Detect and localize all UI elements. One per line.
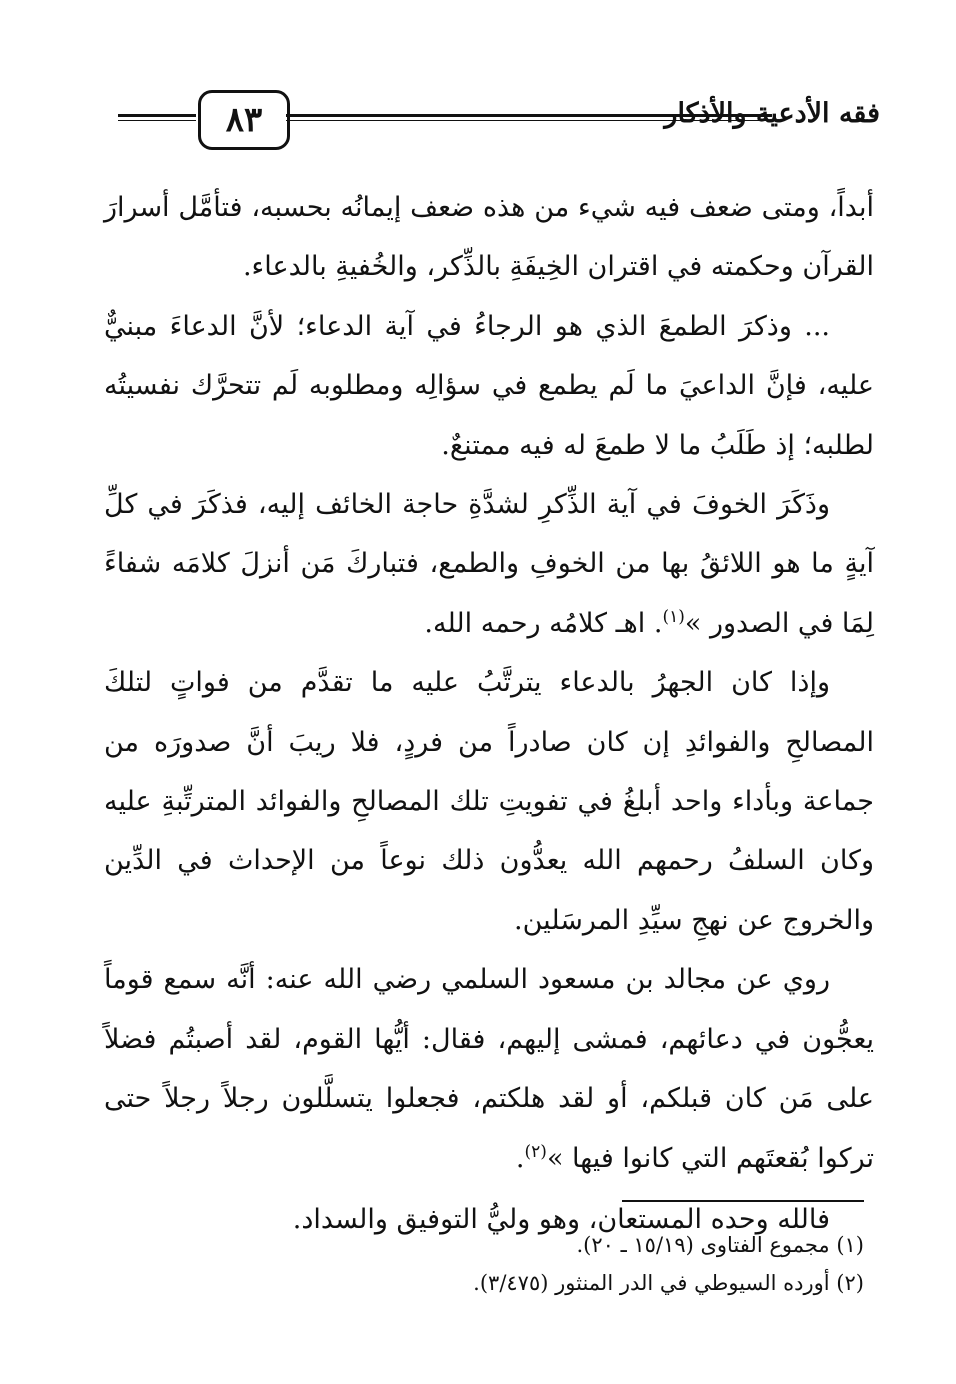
footnote-ref-2[interactable]: (٢) bbox=[524, 1141, 547, 1162]
paragraph-3-tail: . اهـ كلامُه رحمه الله. bbox=[424, 607, 663, 639]
paragraph-3-text: وذَكَرَ الخوفَ في آية الذِّكرِ لشدَّةِ حاجة الخائف إليه، فذكَرَ في كلِّ آيةٍ ما هو اللائقُ بها من الخوفِ والطمع، فتباركَ مَن أنزلَ كلامَه شفاءً لِمَا في الصدور » bbox=[104, 489, 874, 639]
header-rule-left bbox=[118, 114, 196, 121]
footnote-2: (٢) أورده السيوطي في الدر المنثور (٣/٤٧٥). bbox=[473, 1271, 864, 1295]
paragraph-5-text: روي عن مجالد بن مسعود السلمي رضي الله عنه: أنَّه سمع قوماً يعجُّون في دعائهم، فمشى إليهم، فقال: أيُّها القوم، لقد أصبتُم فضلاً على مَن كان قبلكم، أو لقد هلكتم، فجعلوا يتسلَّلون رجلاً رجلاً حتى تركوا بُقعتَهم التي كانوا فيها » bbox=[104, 964, 874, 1174]
book-title: فقه الأدعية والأذكار bbox=[664, 98, 880, 129]
body-text bbox=[104, 178, 874, 1249]
paragraph-6: فالله وحده المستعان، وهو وليُّ التوفيق والسداد. bbox=[292, 1203, 830, 1235]
paragraph-1: أبداً، ومتى ضعف فيه شيء من هذه ضعف إيمانُه بحسبه، فتأمَّل أسرارَ القرآن وحكمته في اقتران الخِيفَةِ بالذِّكر، والخُفيةِ بالدعاء. bbox=[104, 192, 874, 283]
footnote-separator bbox=[622, 1200, 864, 1202]
page-header bbox=[118, 84, 880, 154]
footnote-1: (١) مجموع الفتاوى (١٥/١٩ ـ ٢٠). bbox=[576, 1233, 864, 1257]
paragraph-5-tail: . bbox=[515, 1142, 525, 1174]
paragraph-3 bbox=[104, 475, 874, 653]
footnotes bbox=[300, 1226, 864, 1302]
page-number: ٨٣ bbox=[198, 90, 290, 150]
paragraph-5 bbox=[104, 950, 874, 1188]
paragraph-2: ... وذكرَ الطمعَ الذي هو الرجاءُ في آية الدعاء؛ لأنَّ الدعاءَ مبنيٌّ عليه، فإنَّ الداعيَ ما لَم يطمع في سؤالِه ومطلوبه لَم تتحرَّك نفسيتُه لطلبه؛ إذ طَلَبُ ما لا طمعَ له فيه ممتنعٌ. bbox=[104, 310, 874, 461]
paragraph-4: وإذا كان الجهرُ بالدعاء يترتَّبُ عليه ما تقدَّم من فواتٍ لتلكَ المصالحِ والفوائدِ إن كان صادراً من فردٍ، فلا ريبَ أنَّ صدورَه من جماعة وبأداء واحد أبلغُ في تفويتِ تلك المصالحِ والفوائد المترتِّبةِ عليه وكان السلفُ رحمهم الله يعدُّون ذلك نوعاً من الإحداث في الدِّين والخروج عن نهجِ سيِّدِ المرسَلين. bbox=[104, 667, 874, 936]
footnote-ref-1[interactable]: (١) bbox=[662, 606, 685, 627]
